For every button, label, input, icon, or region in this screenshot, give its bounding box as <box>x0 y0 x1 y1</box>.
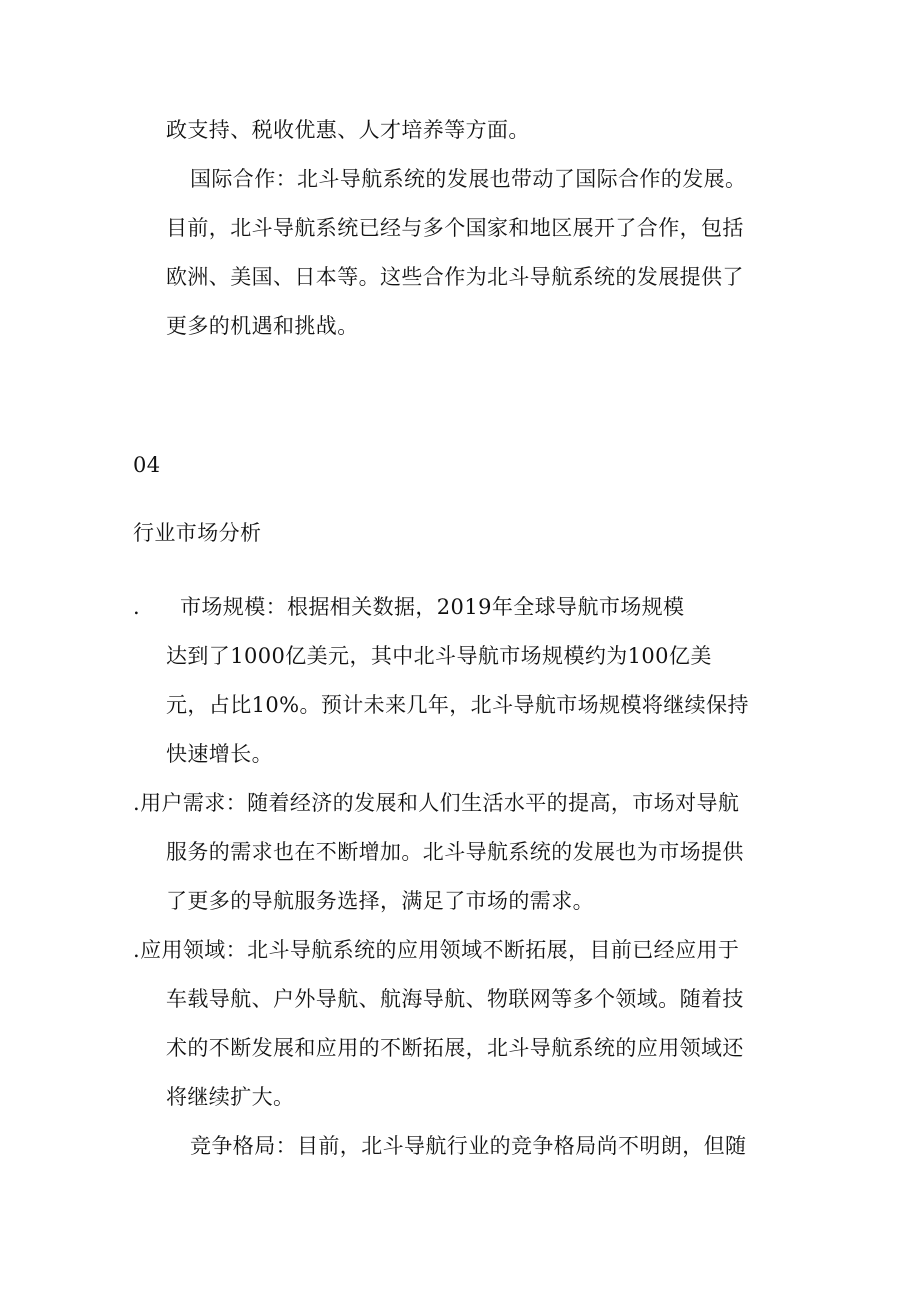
text-line: 将继续扩大。 <box>166 1085 295 1109</box>
text-line: 竞争格局：目前，北斗导航行业的竞争格局尚不明朗，但随 <box>190 1134 747 1158</box>
text-line: 术的不断发展和应用的不断拓展，北斗导航系统的应用领域还 <box>166 1036 744 1060</box>
text-line: 达到了1000亿美元，其中北斗导航市场规模约为100亿美 <box>166 644 712 668</box>
text-line: 元，占比10%。预计未来几年，北斗导航市场规模将继续保持 <box>166 693 749 717</box>
text-line: 欧洲、美国、日本等。这些合作为北斗导航系统的发展提供了 <box>166 265 744 289</box>
text-line: 服务的需求也在不断增加。北斗导航系统的发展也为市场提供 <box>166 840 744 864</box>
text-line: 车载导航、户外导航、航海导航、物联网等多个领域。随着技 <box>166 987 744 1011</box>
section-title: 行业市场分析 <box>133 521 262 545</box>
text-line: 更多的机遇和挑战。 <box>166 314 359 338</box>
text-line: 目前，北斗导航系统已经与多个国家和地区展开了合作，包括 <box>166 216 744 240</box>
text-line: .用户需求：随着经济的发展和人们生活水平的提高，市场对导航 <box>133 791 740 815</box>
text-line: 快速增长。 <box>166 742 273 766</box>
text-line: 市场规模：根据相关数据，2019年全球导航市场规模 <box>180 595 685 619</box>
section-number: 04 <box>133 453 161 477</box>
text-line: 了更多的导航服务选择，满足了市场的需求。 <box>166 889 594 913</box>
text-line: .应用领域：北斗导航系统的应用领域不断拓展，目前已经应用于 <box>133 938 740 962</box>
text-line: 国际合作：北斗导航系统的发展也带动了国际合作的发展。 <box>190 167 747 191</box>
list-bullet: . <box>133 595 140 619</box>
text-line: 政支持、税收优惠、人才培养等方面。 <box>166 118 530 142</box>
